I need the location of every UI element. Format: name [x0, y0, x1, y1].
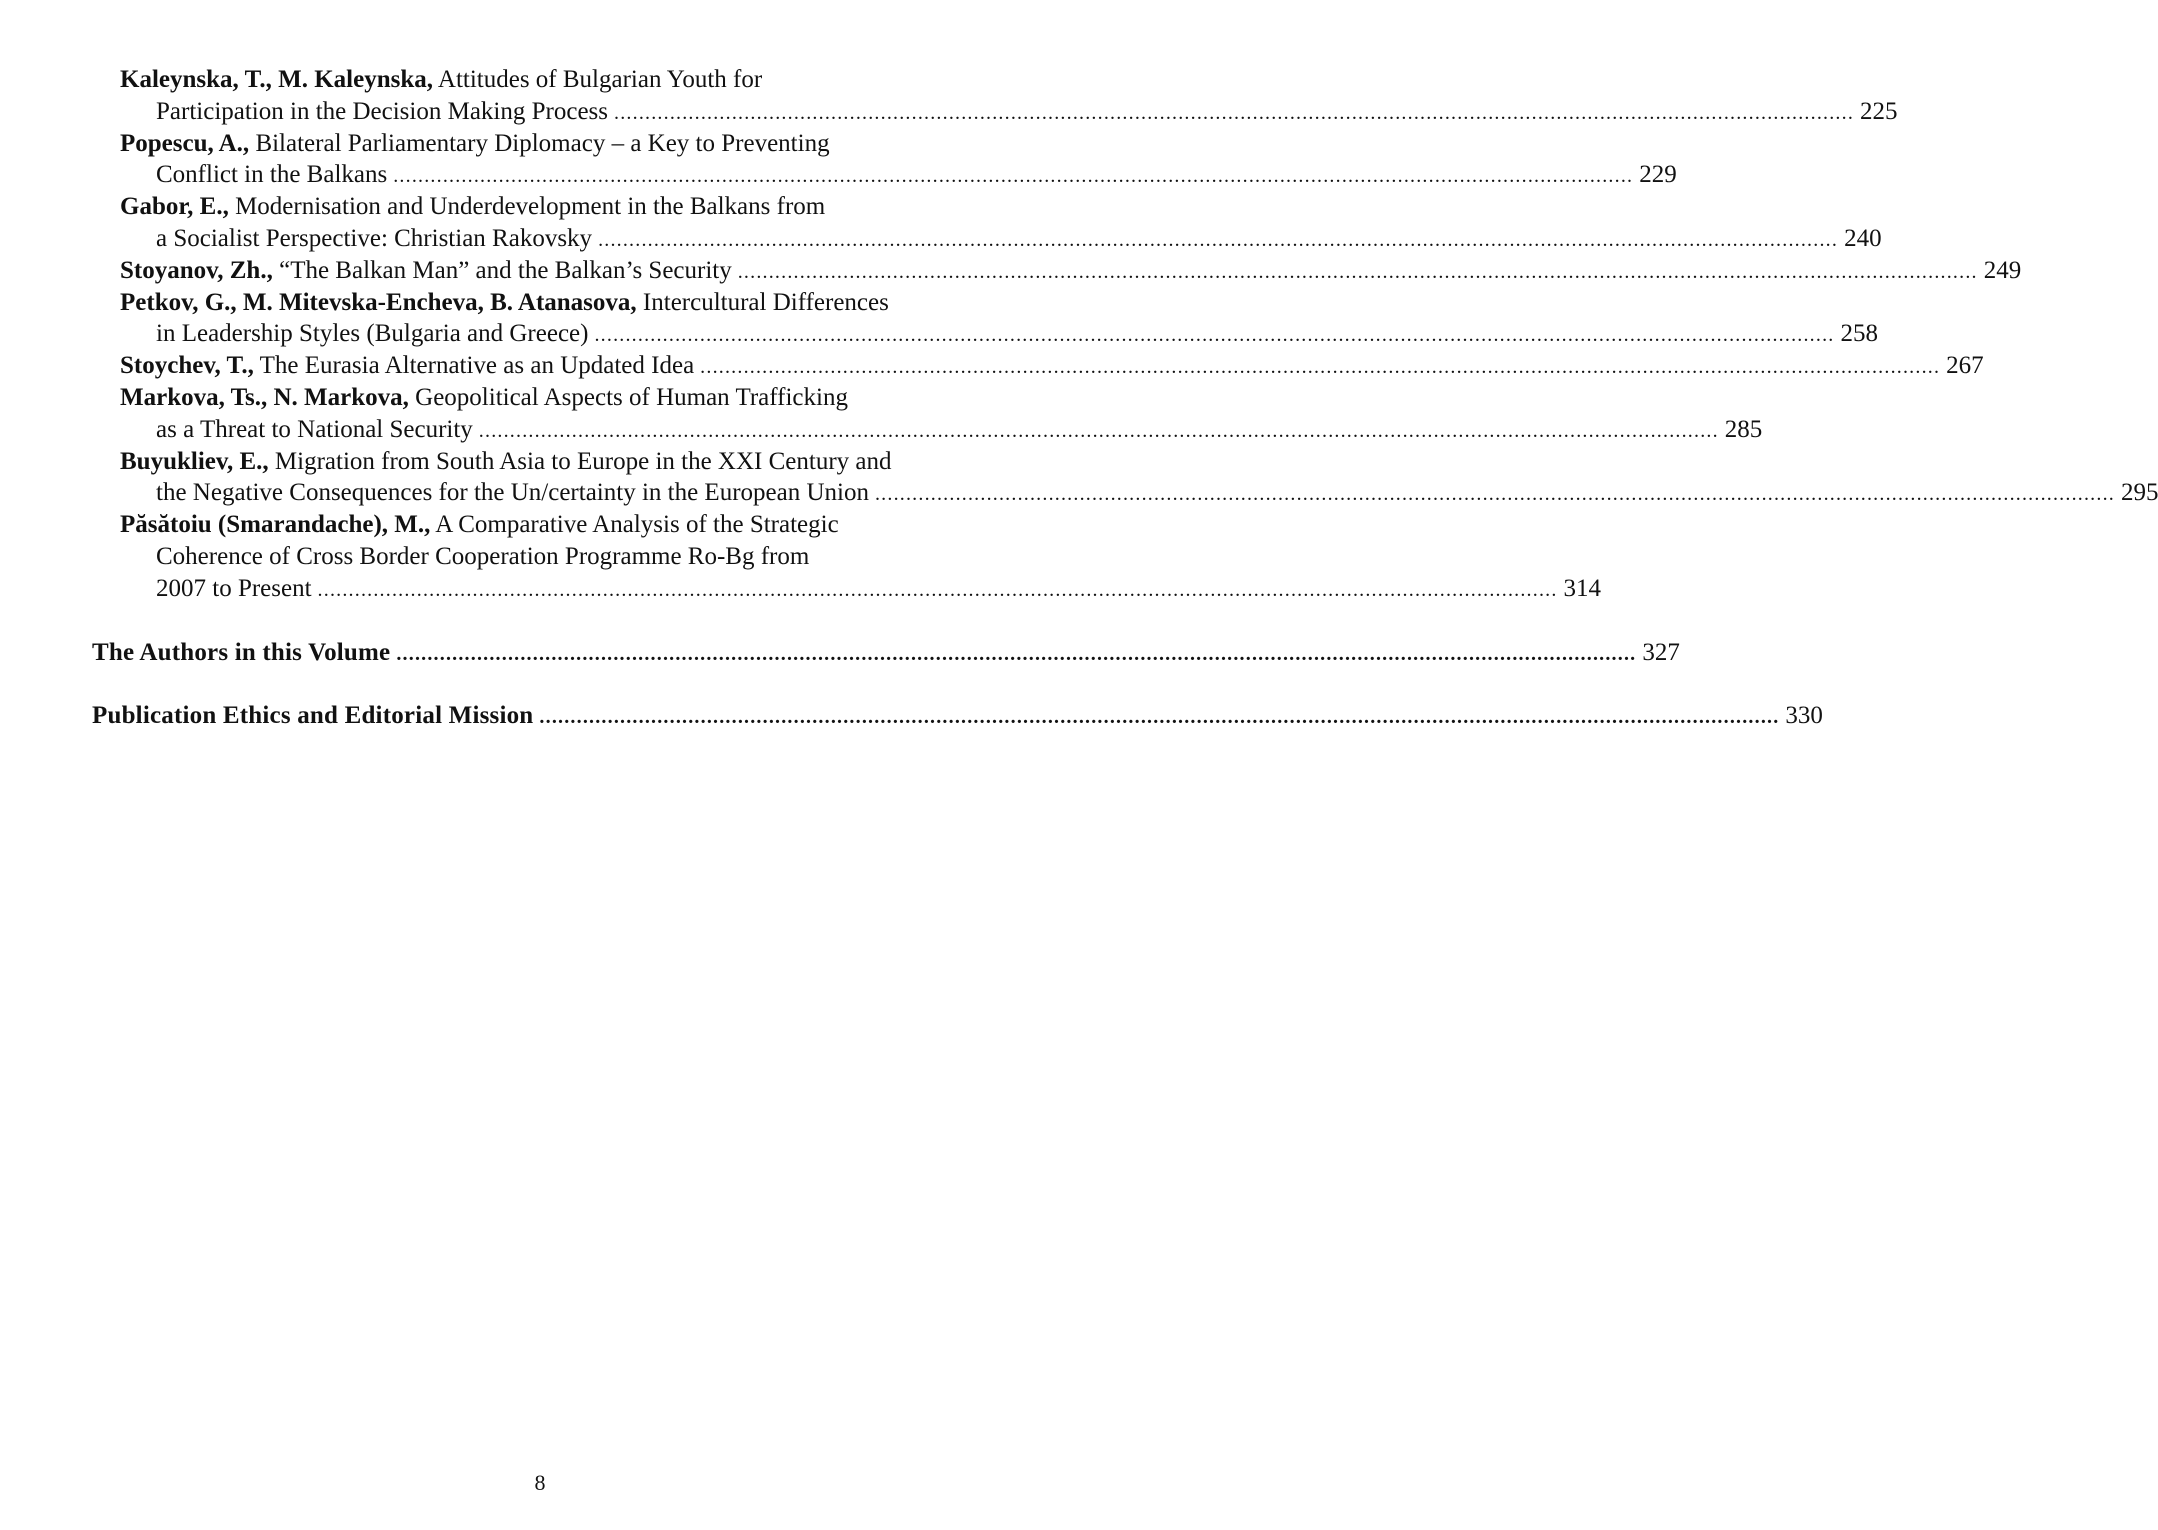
- toc-entry-text: [120, 350, 694, 382]
- toc-entry-last-line: [0, 573, 1602, 605]
- toc-entry-title-cont: a Socialist Perspective: Christian Rakovsky: [156, 224, 593, 252]
- toc-entry-title: Modernisation and Underdevelopment in the Balkans from: [228, 193, 826, 221]
- toc-entry-authors: Stoyanov, Zh.,: [120, 256, 273, 284]
- toc-entry[interactable]: [0, 382, 1763, 446]
- toc-entry-first-line: [0, 287, 1080, 319]
- toc-section-title: Publication Ethics and Editorial Mission: [92, 702, 534, 730]
- toc-section-title: The Authors in this Volume: [92, 638, 391, 666]
- toc-entry-page: 258: [1840, 320, 1878, 348]
- toc-section-ethics[interactable]: [0, 700, 1823, 732]
- toc-entry-first-line: [0, 128, 1080, 160]
- toc-entry-authors: Păsătoiu (Smarandache), M.,: [120, 511, 431, 539]
- page-number: 8: [534, 1470, 546, 1495]
- toc-entry-title-cont: Conflict in the Balkans: [156, 161, 388, 189]
- toc-section-page: 330: [1785, 702, 1823, 730]
- toc-entry[interactable]: [0, 509, 1602, 604]
- toc-section-line: [0, 637, 1680, 669]
- toc-entry-last-line: [0, 477, 2158, 509]
- toc-entry-title-cont: in Leadership Styles (Bulgaria and Greece): [156, 320, 589, 348]
- toc-entry[interactable]: [0, 64, 1898, 128]
- dot-leader: ........................................................................................................................................................................................................: [317, 578, 1558, 601]
- toc-entry-page: 225: [1860, 97, 1898, 125]
- toc-section-line: [0, 700, 1823, 732]
- toc-entry-title: Intercultural Differences: [636, 288, 889, 316]
- toc-entry-page: 285: [1724, 415, 1763, 443]
- toc-entry[interactable]: [0, 446, 2158, 510]
- toc-section-authors[interactable]: [0, 637, 1680, 669]
- toc-entry-authors: Markova, Ts., N. Markova,: [120, 383, 409, 411]
- toc-entry-page: 314: [1563, 574, 1602, 602]
- toc-entry-authors: Popescu, A.,: [120, 129, 250, 157]
- dot-leader: ........................................................................................................................................................................................................: [874, 483, 2115, 506]
- toc-entry[interactable]: [0, 191, 1882, 255]
- toc-section-page: 327: [1642, 638, 1680, 666]
- toc-entry-authors: Gabor, E.,: [120, 193, 229, 221]
- toc-entry-middle-line: [0, 541, 1080, 573]
- toc-entry-last-line: [0, 96, 1898, 128]
- dot-leader: ........................................................................................................................................................................................................: [737, 260, 1978, 283]
- toc-entry-page: 267: [1946, 352, 1984, 380]
- dot-leader: ........................................................................................................................................................................................................: [614, 101, 1855, 124]
- toc-entry-title: A Comparative Analysis of the Strategic: [430, 511, 839, 539]
- toc-entry[interactable]: [0, 287, 1878, 351]
- toc-entry-first-line: [0, 191, 1080, 223]
- dot-leader: ........................................................................................................................................................................................................: [478, 419, 1719, 442]
- toc-entry-first-line: [0, 64, 1080, 96]
- toc-entry-text: [120, 255, 732, 287]
- toc-entry-title-cont: the Negative Consequences for the Un/certainty in the European Union: [156, 479, 869, 507]
- toc-entry-title: Attitudes of Bulgarian Youth for: [433, 66, 763, 93]
- toc-entry-last-line: [0, 223, 1882, 255]
- dot-leader: ........................................................................................................................................................................................................: [598, 228, 1839, 251]
- toc-entry-title: The Eurasia Alternative as an Updated Idea: [253, 352, 695, 380]
- toc-entry-page: 240: [1844, 224, 1882, 252]
- dot-leader: ........................................................................................................................................................................................................: [396, 642, 1637, 665]
- toc-entry-page: 249: [1983, 256, 2022, 284]
- toc-entry-title-cont: as a Threat to National Security: [156, 415, 473, 443]
- toc-entry[interactable]: [0, 255, 2022, 287]
- toc-entry-first-line: [0, 382, 1080, 414]
- toc-entry-authors: Stoychev, T.,: [120, 352, 254, 380]
- toc-entry-authors: Buyukliev, E.,: [120, 447, 269, 475]
- toc-entry-last-line: [0, 159, 1677, 191]
- toc-entry-title-cont: Coherence of Cross Border Cooperation Programme Ro-Bg from: [156, 542, 810, 570]
- toc-entry-first-line: [0, 350, 1984, 382]
- dot-leader: ........................................................................................................................................................................................................: [393, 165, 1634, 188]
- toc-entry-first-line: [0, 446, 1080, 478]
- toc-entry-title-cont: 2007 to Present: [156, 574, 312, 602]
- toc-entry-title: Geopolitical Aspects of Human Trafficking: [408, 383, 848, 411]
- toc-entry-title: Bilateral Parliamentary Diplomacy – a Key to Preventing: [249, 129, 830, 157]
- toc-entry[interactable]: [0, 350, 1984, 382]
- toc-entry-authors: Kaleynska, T., M. Kaleynska,: [120, 66, 434, 93]
- toc-entry-title-cont: Participation in the Decision Making Process: [156, 97, 609, 125]
- toc-entry-last-line: [0, 318, 1878, 350]
- toc-entry-page: 229: [1639, 161, 1677, 189]
- toc-entry-first-line: [0, 509, 1080, 541]
- table-of-contents: [0, 64, 2158, 732]
- toc-entry-title: Migration from South Asia to Europe in the XXI Century and: [268, 447, 892, 475]
- dot-leader: ........................................................................................................................................................................................................: [700, 356, 1941, 379]
- toc-entry-page: 295: [2120, 479, 2158, 507]
- toc-entry-title: “The Balkan Man” and the Balkan’s Security: [272, 256, 732, 284]
- toc-entry[interactable]: [0, 128, 1677, 192]
- dot-leader: ........................................................................................................................................................................................................: [594, 324, 1835, 347]
- toc-entry-first-line: [0, 255, 2022, 287]
- toc-entry-last-line: [0, 414, 1763, 446]
- dot-leader: ........................................................................................................................................................................................................: [539, 706, 1780, 729]
- toc-entry-authors: Petkov, G., M. Mitevska-Encheva, B. Atanasova,: [120, 288, 637, 316]
